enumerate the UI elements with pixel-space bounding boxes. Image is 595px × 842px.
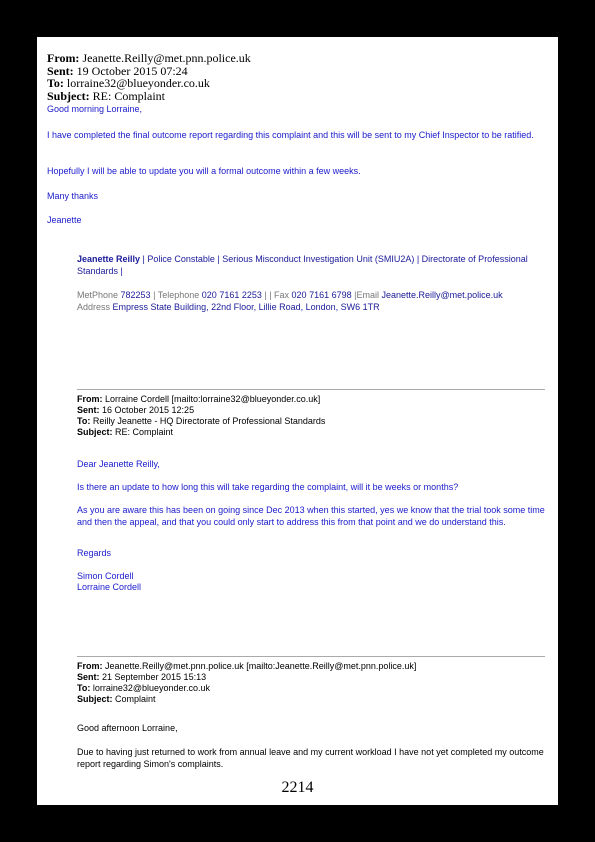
signature-contact: MetPhone 782253 | Telephone 020 7161 2253 | | Fax 020 7161 6798 |Email Jeanette.Reilly@met.police.uk bbox=[77, 290, 503, 300]
quoted-paragraph: Is there an update to how long this will take regarding the complaint, will it be weeks or months? bbox=[77, 482, 459, 492]
quoted-signature: Lorraine Cordell bbox=[77, 582, 142, 592]
to-address: lorraine32@blueyonder.co.uk bbox=[66, 76, 210, 90]
quoted-header: From: Jeanette.Reilly@met.pnn.police.uk [mailto:Jeanette.Reilly@met.pnn.police.uk] Sent: 21 September 2015 15:13 To: lorraine32@blueyonder.co.uk Subject: Complaint bbox=[77, 661, 417, 704]
from-address: Jeanette.Reilly@met.pnn.police.uk bbox=[82, 51, 251, 65]
divider bbox=[77, 389, 545, 390]
quoted-regards: Regards bbox=[77, 548, 112, 558]
sender-name: Jeanette bbox=[47, 215, 82, 225]
page-number: 2214 bbox=[281, 779, 314, 796]
signature-address: Address Empress State Building, 22nd Floor, Lillie Road, London, SW6 1TR bbox=[77, 302, 380, 312]
quoted-paragraph: As you are aware this has been on going since Dec 2013 when this started, yes we know that the trial took some time and then the appeal, and that you could only start to address this from that point and we do understand this. bbox=[77, 505, 545, 527]
subject-line: Subject: RE: Complaint bbox=[47, 88, 166, 103]
divider bbox=[77, 656, 545, 657]
quoted-greeting: Dear Jeanette Reilly, bbox=[77, 459, 160, 469]
body-paragraph: Hopefully I will be able to update you will a formal outcome within a few weeks. bbox=[47, 166, 361, 176]
subject-text: RE: Complaint bbox=[92, 88, 166, 103]
quoted-paragraph: Due to having just returned to work from annual leave and my current workload I have not yet completed my outcome report regarding Simon's complaints. bbox=[77, 747, 544, 769]
signature-title: Jeanette Reilly | Police Constable | Serious Misconduct Investigation Unit (SMIU2A) | Directorate of Professional Standards | bbox=[77, 254, 528, 276]
sent-line: Sent: 19 October 2015 07:24 bbox=[47, 63, 188, 78]
greeting: Good morning Lorraine, bbox=[47, 104, 143, 114]
to-line: To: lorraine32@blueyonder.co.uk bbox=[47, 76, 210, 90]
email-header bbox=[47, 52, 251, 102]
sent-date: 19 October 2015 07:24 bbox=[76, 63, 188, 78]
from-line: From: Jeanette.Reilly@met.pnn.police.uk bbox=[47, 51, 251, 65]
quoted-header: From: Lorraine Cordell [mailto:lorraine32@blueyonder.co.uk] Sent: 16 October 2015 12:25 To: Reilly Jeanette - HQ Directorate of Professional Standards Subject: RE: Complaint bbox=[77, 394, 326, 437]
signature-email-link[interactable]: Jeanette.Reilly@met.police.uk bbox=[381, 290, 503, 300]
body-paragraph: I have completed the final outcome report regarding this complaint and this will be sent to my Chief Inspector to be ratified. bbox=[47, 130, 534, 140]
closing: Many thanks bbox=[47, 191, 99, 201]
quoted-greeting: Good afternoon Lorraine, bbox=[77, 723, 178, 733]
document-page bbox=[37, 37, 558, 805]
quoted-signature: Simon Cordell bbox=[77, 571, 134, 581]
